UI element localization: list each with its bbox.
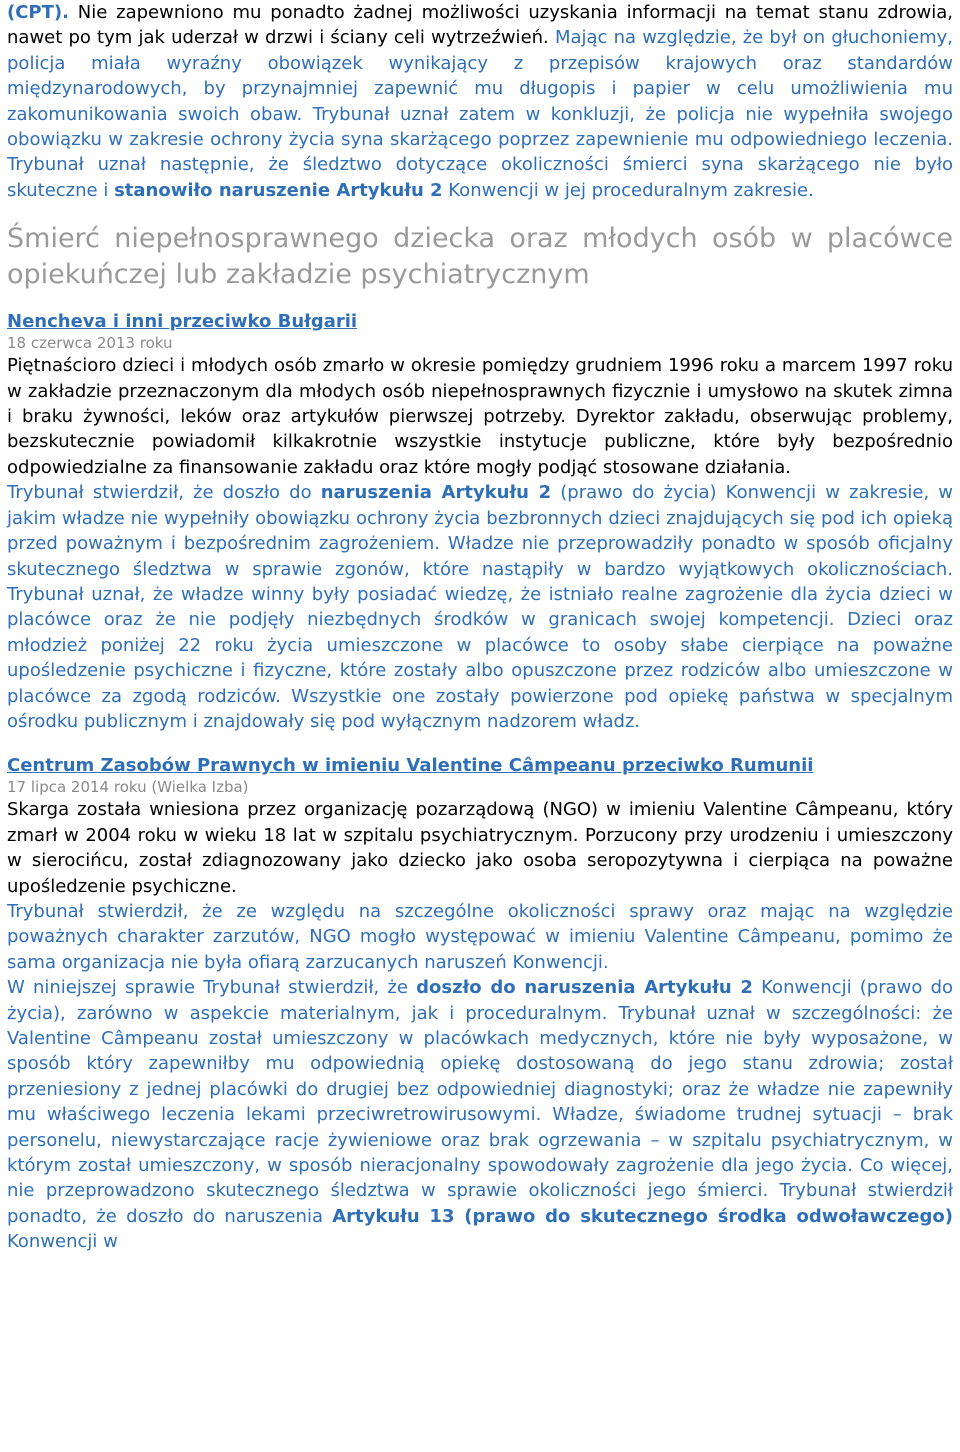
- paragraph-text: Konwencji w jej proceduralnym zakresie.: [442, 179, 814, 201]
- violation-emphasis: Artykułu 13 (prawo do skutecznego środka odwoławczego): [332, 1205, 953, 1227]
- cpt-abbreviation: (CPT).: [7, 2, 69, 23]
- continuation-paragraph: [7, 0, 953, 203]
- case-date: 17 lipca 2014 roku (Wielka Izba): [7, 778, 249, 797]
- paragraph-text: (prawo do życia) Konwencji w zakresie, w jakim władze nie wypełniły obowiązku ochrony życia bezbronnych dzieci znajdujących się pod ich opieką przed poważnym i bezpośrednim zagrożeniem. Władze nie przeprowadziły ponadto w sposób oficjalny skutecznego śledztwa w sprawie zgonów, które nastąpiły w bardzo wyjątkowych okolicznościach. Trybunał uznał, że władze winny były posiadać wiedzę, że istniało realne zagrożenie dla życia dzieci w placówce oraz że nie podjęły niezbędnych środków w granicach swojej kompetencji. Dzieci oraz młodzież poniżej 22 roku życia umieszczone w placówce to osoby słabe cierpiące na poważne upośledzenie psychiczne i fizyczne, które zostały albo opuszczone przez rodziców albo umieszczone w placówce za zgodą rodziców. Wszystkie one zostały powierzone pod opiekę państwa w specjalnym ośrodku publicznym i znajdowały się pod wyłącznym nadzorem władz.: [7, 482, 954, 732]
- paragraph-text: Trybunał stwierdził, że doszło do: [7, 482, 321, 504]
- paragraph-text: Konwencji (prawo do życia), zarówno w aspekcie materialnym, jak i proceduralnym. Trybunał uznał w szczególności: że Valentine Câmpeanu został umieszczony w placówkach medycznych, które nie były wyposażone, w sposób który zapewniłby mu odpowiednią opiekę dostosowaną do jego stanu zdrowia; został przeniesiony z jednej placówki do drugiej bez odpowiedniej diagnostyki; oraz że władze nie zapewniły mu właściwego leczenia lekami przeciwretrowirusowymi. Władze, świadome trudnej sytuacji – brak personelu, niewystarczające racje żywieniowe oraz brak ogrzewania – w szpitalu psychiatrycznym, w którym został umieszczony, w sposób nieracjonalny spowodowały zagrożenie dla jego życia. Co więcej, nie przeprowadzono skutecznego śledztwa w sprawie okoliczności jego śmierci. Trybunał stwierdził ponadto, że doszło do naruszenia: [7, 977, 954, 1227]
- violation-emphasis: stanowiło naruszenie Artykułu 2: [114, 179, 443, 201]
- case-standing-paragraph: Trybunał stwierdził, że ze względu na szczególne okoliczności sprawy oraz mając na względzie poważnych charakter zarzutów, NGO mogło występować w imieniu Valentine Câmpeanu, pomimo że sama organizacja nie była ofiarą zarzucanych naruszeń Konwencji.: [7, 900, 953, 973]
- case-facts-paragraph: Skarga została wniesiona przez organizację pozarządową (NGO) w imieniu Valentine Câmpeanu, który zmarł w 2004 roku w wieku 18 lat w szpitalu psychiatrycznym. Porzucony przy urodzeniu i umieszczony w sierocińcu, został zdiagnozowany jako dziecko jako osoba seropozytywna i cierpiąca na poważne upośledzenie psychiczne.: [7, 799, 953, 897]
- case-ruling-paragraph: [7, 480, 953, 734]
- case-title-link[interactable]: Nencheva i inni przeciwko Bułgarii: [7, 311, 358, 333]
- paragraph-text: Nie zapewniono mu ponadto żadnej możliwości uzyskania informacji na temat stanu zdrowia, nawet po tym jak uderzał w drzwi i ściany celi wytrzeźwień.: [7, 2, 953, 49]
- paragraph-text: W niniejszej sprawie Trybunał stwierdził, że: [7, 977, 417, 999]
- case-title-link[interactable]: Centrum Zasobów Prawnych w imieniu Valentine Câmpeanu przeciwko Rumunii: [7, 755, 814, 777]
- paragraph-text: Konwencji w: [7, 1231, 118, 1253]
- section-heading: Śmierć niepełnosprawnego dziecka oraz młodych osób w placówce opiekuńczej lub zakładzie psychiatrycznym: [7, 223, 953, 291]
- violation-emphasis: doszło do naruszenia Artykułu 2: [416, 977, 753, 999]
- paragraph-text: Mając na względzie, że był on głuchoniemy, policja miała wyraźny obowiązek wynikający z przepisów krajowych oraz standardów międzynarodowych, by przynajmniej zapewnić mu długopis i papier w celu umożliwienia mu zakomunikowania swoich obaw. Trybunał uznał zatem w konkluzji, że policja nie wypełniła swojego obowiązku w zakresie ochrony życia syna skarżącego poprzez zapewnienie mu odpowiedniego leczenia. Trybunał uznał następnie, że śledztwo dotyczące okoliczności śmierci syna skarżącego nie było skuteczne i: [7, 27, 953, 201]
- violation-emphasis: naruszenia Artykułu 2: [320, 482, 552, 504]
- case-facts-paragraph: Piętnaścioro dzieci i młodych osób zmarło w okresie pomiędzy grudniem 1996 roku a marcem 1997 roku w zakładzie przeznaczonym dla młodych osób niepełnosprawnych fizycznie i umysłowo na skutek zimna i braku żywności, leków oraz artykułów pierwszej potrzeby. Dyrektor zakładu, obserwując problemy, bezskutecznie powiadomił kilkakrotnie wszystkie instytucje publiczne, które były bezpośrednio odpowiedzialne za finansowanie zakładu oraz które mogły podjąć stosowane działania.: [7, 355, 953, 478]
- case-ruling-paragraph: [7, 975, 953, 1254]
- case-date: 18 czerwca 2013 roku: [7, 334, 173, 353]
